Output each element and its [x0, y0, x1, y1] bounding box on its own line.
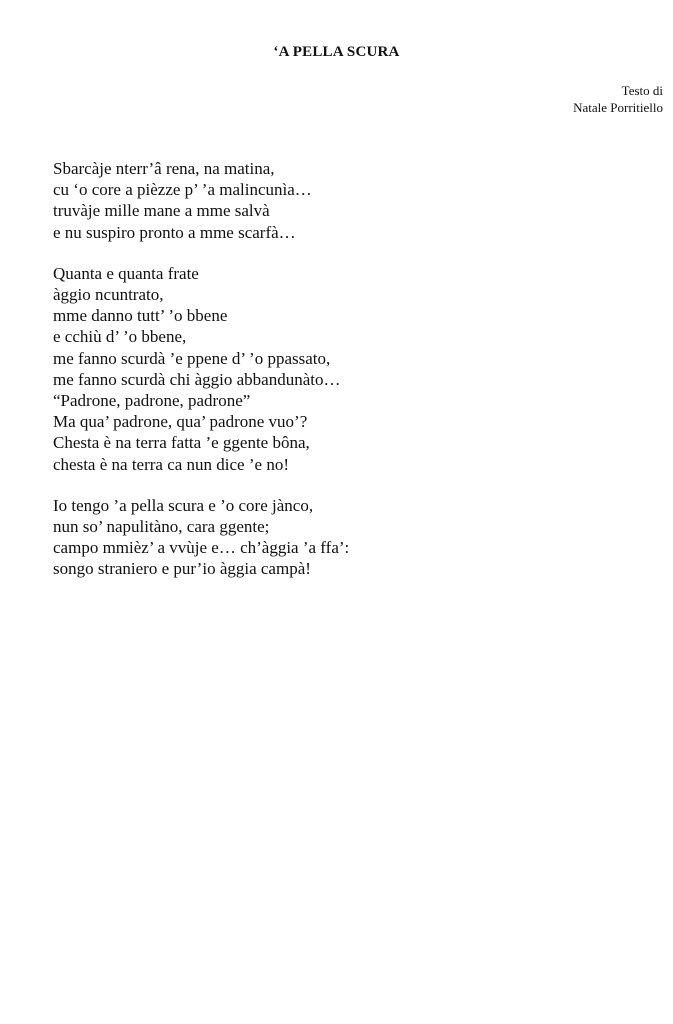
author-block	[573, 82, 663, 116]
poem-line: cu ‘o core a pièzze p’ ’a malincunìa…	[53, 180, 312, 200]
poem-line: truvàje mille mane a mme salvà	[53, 201, 270, 221]
poem-line: e nu suspiro pronto a mme scarfà…	[53, 222, 296, 242]
poem-line: e cchiù d’ ’o bbene,	[53, 327, 187, 347]
poem-line: me fanno scurdà chi àggio abbandunàto…	[53, 369, 341, 389]
poem-line: mme danno tutt’ ’o bbene	[53, 306, 228, 326]
stanza-3	[53, 495, 653, 580]
poem-line: campo mmièz’ a vvùje e… ch’àggia ’a ffa’:	[53, 538, 350, 558]
poem-line: Sbarcàje nterr’â rena, na matina,	[53, 159, 275, 178]
poem-line: nun so’ napulitàno, cara ggente;	[53, 517, 270, 537]
stanza-1	[53, 158, 653, 243]
poem-line: songo straniero e pur’io àggia campà!	[53, 559, 311, 579]
stanza-2	[53, 263, 653, 475]
author-name: Natale Porritiello	[573, 100, 663, 115]
poem-line: me fanno scurdà ’e ppene d’ ’o ppassato,	[53, 348, 331, 368]
author-label: Testo di	[621, 83, 663, 98]
poem-line: àggio ncuntrato,	[53, 285, 164, 305]
poem-line: “Padrone, padrone, padrone”	[53, 391, 251, 411]
poem-line: Chesta è na terra fatta ’e ggente bôna,	[53, 433, 310, 453]
poem-body	[53, 158, 653, 600]
poem-line: chesta è na terra ca nun dice ’e no!	[53, 454, 289, 474]
poem-line: Quanta e quanta frate	[53, 263, 199, 283]
document-title: ‘A PELLA SCURA	[273, 44, 400, 60]
poem-line: Ma qua’ padrone, qua’ padrone vuo’?	[53, 412, 308, 432]
poem-line: Io tengo ’a pella scura e ’o core jànco,	[53, 495, 314, 515]
